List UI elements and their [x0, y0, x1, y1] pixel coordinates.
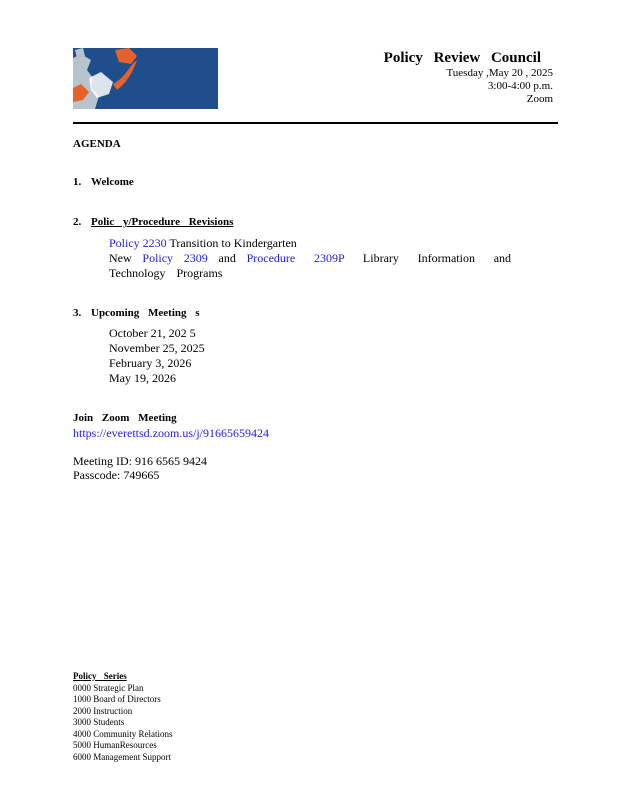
section-number: 2.: [73, 216, 82, 228]
item-suffix: Library Information and Technology Programs: [109, 251, 512, 280]
section-revisions: [73, 216, 233, 228]
header-rule: [73, 122, 558, 124]
meeting-date-item: May 19, 2026: [109, 371, 176, 385]
list-item: [90, 236, 511, 251]
policy-2309-link[interactable]: Policy 2309: [142, 251, 208, 265]
series-item: 0000 Strategic Plan: [73, 682, 144, 693]
list-item: [90, 356, 205, 371]
policy-series-heading: Policy Series: [73, 671, 127, 681]
meeting-location: Zoom: [526, 93, 553, 105]
series-item: 4000 Community Relations: [73, 728, 173, 739]
section-number: 1.: [73, 176, 82, 188]
meeting-title: Policy Review Council: [383, 50, 541, 66]
series-item: 1000 Board of Directors: [73, 694, 161, 704]
policy-series: [73, 671, 173, 763]
meeting-id: Meeting ID: 916 6565 9424: [73, 454, 207, 468]
meeting-date-item: February 3, 2026: [109, 356, 192, 370]
meetings-list: [90, 326, 205, 386]
section-welcome: [73, 176, 134, 188]
meeting-date-item: October 21, 202 5: [109, 326, 196, 340]
list-item: [90, 371, 205, 386]
item-text: Transition to Kindergarten: [166, 236, 297, 250]
section-title: Welcome: [91, 176, 134, 188]
section-title: Polic y/Procedure Revisions: [91, 216, 234, 228]
list-item: [90, 326, 205, 341]
passcode: Passcode: 749665: [73, 468, 160, 482]
item-mid: and: [207, 251, 247, 265]
procedure-2309p-link[interactable]: Procedure 2309P: [246, 251, 345, 265]
join-zoom-heading: Join Zoom Meeting: [73, 412, 177, 424]
series-item: 3000 Students: [73, 717, 125, 727]
section-title: Upcoming Meeting s: [91, 307, 200, 319]
series-item: 6000 Management Support: [73, 751, 171, 762]
meeting-details: [446, 67, 553, 106]
section-upcoming: [73, 307, 200, 319]
meeting-date: Tuesday ,May 20 , 2025: [446, 67, 553, 79]
policy-2230-link[interactable]: Policy 2230: [109, 236, 167, 250]
district-logo: [73, 48, 218, 109]
meeting-time: 3:00-4:00 p.m.: [487, 80, 553, 92]
series-item: 5000 HumanResources: [73, 740, 157, 750]
list-item: [90, 341, 205, 356]
agenda-heading: AGENDA: [73, 138, 121, 150]
zoom-link[interactable]: https://everettsd.zoom.us/j/91665659424: [73, 426, 269, 440]
meeting-credentials: [73, 454, 207, 482]
series-item: 2000 Instruction: [73, 705, 133, 716]
revisions-list: [90, 236, 511, 281]
list-item: [90, 251, 511, 281]
meeting-date-item: November 25, 2025: [109, 341, 205, 355]
item-prefix: New: [109, 251, 143, 265]
section-number: 3.: [73, 307, 82, 319]
